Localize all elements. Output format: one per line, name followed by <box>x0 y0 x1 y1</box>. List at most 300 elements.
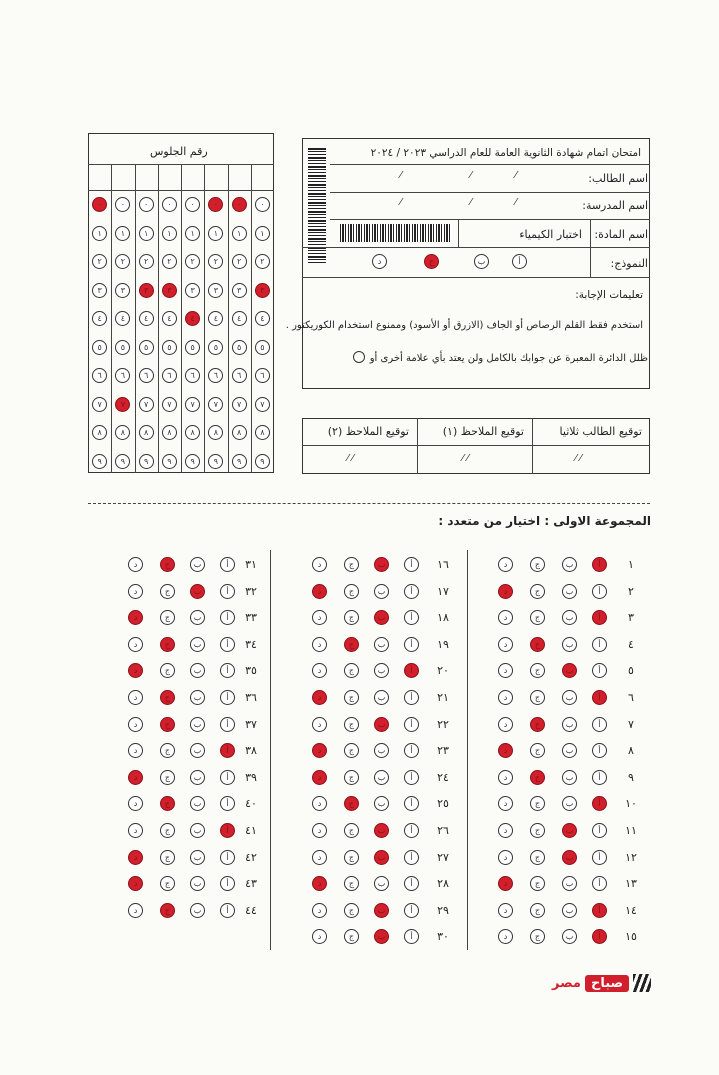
seat-digit-bubble[interactable]: ٨ <box>232 425 247 440</box>
answer-bubble[interactable]: أ <box>404 876 419 891</box>
instructions-line2-row <box>318 346 648 362</box>
answer-bubble[interactable]: د <box>128 770 143 785</box>
answer-bubble[interactable]: أ <box>592 584 607 599</box>
answer-bubble[interactable]: ب <box>190 770 205 785</box>
seat-digit-bubble[interactable]: ٧ <box>208 397 223 412</box>
column-divider-right <box>467 550 468 950</box>
answer-bubble[interactable]: ب <box>374 637 389 652</box>
question-number: ١٤ <box>625 903 637 917</box>
answer-bubble[interactable]: ج <box>160 876 175 891</box>
answer-bubble[interactable]: ب <box>374 717 389 732</box>
answer-bubble[interactable]: د <box>498 743 513 758</box>
answer-bubble[interactable]: أ <box>404 743 419 758</box>
answer-bubble[interactable]: أ <box>404 637 419 652</box>
question-number: ٢٥ <box>437 797 449 811</box>
seat-digit-bubble[interactable]: ٠ <box>255 197 270 212</box>
answer-bubble[interactable]: أ <box>592 876 607 891</box>
answer-bubble[interactable]: ج <box>344 823 359 838</box>
answer-bubble[interactable]: ج <box>344 850 359 865</box>
answer-bubble[interactable]: ج <box>530 770 545 785</box>
question-number: ١٣ <box>625 877 637 891</box>
seat-digit-bubble[interactable]: ٨ <box>162 425 177 440</box>
answer-bubble[interactable]: ج <box>344 690 359 705</box>
answer-bubble[interactable]: د <box>498 690 513 705</box>
question-number: ٥ <box>628 664 634 678</box>
answer-bubble[interactable]: ج <box>530 637 545 652</box>
answer-bubble[interactable]: أ <box>220 584 235 599</box>
seat-digit-bubble[interactable]: ٩ <box>92 454 107 469</box>
seat-digit-bubble[interactable]: ١ <box>162 226 177 241</box>
seat-digit-bubble[interactable]: ٥ <box>255 340 270 355</box>
answer-bubble[interactable]: أ <box>404 850 419 865</box>
answer-bubble[interactable]: ب <box>374 903 389 918</box>
answer-bubble[interactable]: ج <box>530 557 545 572</box>
seat-digit-bubble[interactable]: ٩ <box>255 454 270 469</box>
answer-bubble[interactable]: أ <box>220 903 235 918</box>
answer-bubble[interactable]: ج <box>160 663 175 678</box>
answer-bubble[interactable]: ج <box>344 796 359 811</box>
answer-bubble[interactable]: ب <box>562 796 577 811</box>
seat-digit-bubble[interactable]: ٦ <box>139 368 154 383</box>
seat-digit-bubble[interactable]: ٣ <box>92 283 107 298</box>
seat-digit-bubble[interactable]: ٥ <box>139 340 154 355</box>
exam-title: امتحان اتمام شهادة الثانوية العامة للعام الدراسي ٢٠٢٣ / ٢٠٢٤ <box>370 147 641 159</box>
model-option-bubble[interactable]: ب <box>474 254 489 269</box>
answer-bubble[interactable]: د <box>128 610 143 625</box>
column-divider-left <box>270 550 271 950</box>
question-number: ٣٧ <box>245 717 257 731</box>
answer-bubble[interactable]: ج <box>530 876 545 891</box>
answer-bubble[interactable]: د <box>312 796 327 811</box>
answer-bubble[interactable]: ج <box>160 584 175 599</box>
seat-digit-bubble[interactable]: ٧ <box>255 397 270 412</box>
answer-bubble[interactable]: ج <box>160 796 175 811</box>
answer-bubble[interactable]: ج <box>160 743 175 758</box>
answer-bubble[interactable]: ب <box>190 903 205 918</box>
answer-bubble[interactable]: ج <box>344 663 359 678</box>
answer-bubble[interactable]: أ <box>592 610 607 625</box>
answer-bubble[interactable]: أ <box>220 690 235 705</box>
seat-digit-bubble[interactable]: ٣ <box>208 283 223 298</box>
seat-digit-bubble[interactable]: ٠ <box>115 197 130 212</box>
seat-digit-bubble[interactable]: ٨ <box>255 425 270 440</box>
seat-digit-bubble[interactable]: ٩ <box>139 454 154 469</box>
seat-digit-bubble[interactable]: ٥ <box>208 340 223 355</box>
seat-digit-bubble[interactable]: ٨ <box>115 425 130 440</box>
answer-bubble[interactable]: ج <box>530 610 545 625</box>
answer-bubble[interactable]: أ <box>220 823 235 838</box>
answer-bubble[interactable]: أ <box>592 796 607 811</box>
answer-bubble[interactable]: د <box>312 637 327 652</box>
answer-bubble[interactable]: ب <box>374 796 389 811</box>
answer-bubble[interactable]: د <box>312 663 327 678</box>
question-number: ٢٠ <box>437 664 449 678</box>
seat-digit-bubble[interactable]: ٩ <box>232 454 247 469</box>
question-number: ٢٩ <box>437 903 449 917</box>
answer-bubble[interactable]: د <box>128 690 143 705</box>
model-option-bubble[interactable]: ج <box>424 254 439 269</box>
seat-digit-bubble[interactable]: ٥ <box>115 340 130 355</box>
seat-digit-bubble[interactable]: ٢ <box>185 254 200 269</box>
seat-digit-bubble[interactable]: ٠ <box>92 197 107 212</box>
brand-dark-word: مصر <box>552 975 581 991</box>
seat-digit-bubble[interactable]: ٦ <box>208 368 223 383</box>
seat-digit-bubble[interactable]: ٠ <box>162 197 177 212</box>
answer-bubble[interactable]: د <box>312 610 327 625</box>
answer-bubble[interactable]: ج <box>160 770 175 785</box>
answer-bubble[interactable]: ج <box>344 610 359 625</box>
answer-bubble[interactable]: ب <box>562 929 577 944</box>
answer-bubble[interactable]: أ <box>404 690 419 705</box>
question-number: ٢٨ <box>437 877 449 891</box>
seat-digit-bubble[interactable]: ٥ <box>232 340 247 355</box>
seat-digit-bubble[interactable]: ٢ <box>255 254 270 269</box>
answer-bubble[interactable]: د <box>312 743 327 758</box>
question-number: ٣٤ <box>245 637 257 651</box>
seat-digit-bubble[interactable]: ٠ <box>185 197 200 212</box>
seat-digit-bubble[interactable]: ٩ <box>185 454 200 469</box>
seat-digit-bubble[interactable]: ٧ <box>232 397 247 412</box>
seat-digit-bubble[interactable]: ٩ <box>115 454 130 469</box>
seat-digit-bubble[interactable]: ٧ <box>185 397 200 412</box>
answer-bubble[interactable]: أ <box>592 903 607 918</box>
answer-bubble[interactable]: أ <box>220 770 235 785</box>
seat-digit-bubble[interactable]: ٨ <box>139 425 154 440</box>
seat-digit-bubble[interactable]: ٣ <box>185 283 200 298</box>
question-number: ٨ <box>628 744 634 758</box>
question-number: ٣٣ <box>245 611 257 625</box>
answer-bubble[interactable]: د <box>128 823 143 838</box>
question-number: ٧ <box>628 717 634 731</box>
seat-digit-bubble[interactable]: ٩ <box>162 454 177 469</box>
answer-bubble[interactable]: أ <box>220 717 235 732</box>
answer-bubble[interactable]: د <box>128 717 143 732</box>
question-number: ٣٥ <box>245 664 257 678</box>
seat-digit-bubble[interactable]: ٩ <box>208 454 223 469</box>
answer-bubble[interactable]: د <box>498 929 513 944</box>
answer-bubble[interactable]: ب <box>374 663 389 678</box>
seat-digit-bubble[interactable]: ٢ <box>139 254 154 269</box>
seat-digit-bubble[interactable]: ٤ <box>92 311 107 326</box>
answer-bubble[interactable]: أ <box>592 743 607 758</box>
answer-bubble[interactable]: د <box>312 690 327 705</box>
seat-digit-bubble[interactable]: ٢ <box>92 254 107 269</box>
answer-bubble[interactable]: ب <box>190 876 205 891</box>
answer-bubble[interactable]: ج <box>160 823 175 838</box>
answer-bubble[interactable]: ب <box>374 610 389 625</box>
observer2-signature-label: توقيع الملاحظ (٢) <box>327 425 409 438</box>
answer-bubble[interactable]: أ <box>404 796 419 811</box>
answer-bubble[interactable]: ب <box>562 850 577 865</box>
answer-bubble[interactable]: ج <box>344 743 359 758</box>
instructions-line2: ظلل الدائرة المعبرة عن جوابك بالكامل ولن يعتد بأي علامة أخرى أو <box>369 353 648 364</box>
answer-bubble[interactable]: ب <box>374 557 389 572</box>
answer-bubble[interactable]: ج <box>530 823 545 838</box>
model-option-bubble[interactable]: أ <box>512 254 527 269</box>
seat-digit-bubble[interactable]: ٤ <box>162 311 177 326</box>
answer-bubble[interactable]: أ <box>592 823 607 838</box>
answer-bubble[interactable]: د <box>312 557 327 572</box>
seat-digit-bubble[interactable]: ١ <box>208 226 223 241</box>
question-number: ٣٠ <box>437 930 449 944</box>
answer-bubble[interactable]: ج <box>160 850 175 865</box>
answer-bubble[interactable]: ب <box>562 903 577 918</box>
answer-bubble[interactable]: ج <box>344 903 359 918</box>
answer-bubble[interactable]: ب <box>562 823 577 838</box>
answer-bubble[interactable]: ب <box>562 717 577 732</box>
school-name-label: اسم المدرسة: <box>582 199 648 212</box>
answer-bubble[interactable]: أ <box>404 823 419 838</box>
answer-bubble[interactable]: ب <box>562 610 577 625</box>
answer-bubble[interactable]: د <box>498 610 513 625</box>
answer-bubble[interactable]: د <box>128 903 143 918</box>
seat-digit-bubble[interactable]: ٦ <box>255 368 270 383</box>
answer-bubble[interactable]: ج <box>160 690 175 705</box>
seat-digit-bubble[interactable]: ٦ <box>185 368 200 383</box>
question-number: ١٩ <box>437 637 449 651</box>
question-number: ٣٨ <box>245 744 257 758</box>
answer-bubble[interactable]: ب <box>374 929 389 944</box>
answer-bubble[interactable]: د <box>312 903 327 918</box>
answer-bubble[interactable]: ج <box>344 717 359 732</box>
answer-bubble[interactable]: د <box>498 823 513 838</box>
answer-bubble[interactable]: ج <box>160 610 175 625</box>
answer-bubble[interactable]: ب <box>190 584 205 599</box>
answer-bubble[interactable]: أ <box>592 663 607 678</box>
answer-bubble[interactable]: أ <box>220 743 235 758</box>
answer-bubble[interactable]: د <box>312 770 327 785</box>
answer-bubble[interactable]: أ <box>404 610 419 625</box>
answer-bubble[interactable]: ج <box>530 584 545 599</box>
seat-digit-bubble[interactable]: ١ <box>92 226 107 241</box>
seat-digit-bubble[interactable]: ٤ <box>115 311 130 326</box>
answer-bubble[interactable]: ب <box>374 690 389 705</box>
answer-bubble[interactable]: ب <box>374 850 389 865</box>
answer-bubble[interactable]: أ <box>220 876 235 891</box>
answer-bubble[interactable]: ج <box>344 876 359 891</box>
answer-bubble[interactable]: أ <box>592 690 607 705</box>
seat-digit-bubble[interactable]: ٧ <box>139 397 154 412</box>
seat-digit-bubble[interactable]: ٠ <box>208 197 223 212</box>
answer-bubble[interactable]: أ <box>220 610 235 625</box>
answer-bubble[interactable]: د <box>498 663 513 678</box>
answer-bubble[interactable]: أ <box>404 929 419 944</box>
question-number: ٢٤ <box>437 770 449 784</box>
seat-digit-bubble[interactable]: ٤ <box>255 311 270 326</box>
seat-digit-bubble[interactable]: ٢ <box>162 254 177 269</box>
answer-bubble[interactable]: د <box>128 637 143 652</box>
model-option-bubble[interactable]: د <box>372 254 387 269</box>
answer-bubble[interactable]: ج <box>344 557 359 572</box>
answer-bubble[interactable]: د <box>498 637 513 652</box>
answer-bubble[interactable]: د <box>498 903 513 918</box>
seat-digit-bubble[interactable]: ٢ <box>115 254 130 269</box>
answer-bubble[interactable]: أ <box>592 770 607 785</box>
seat-digit-bubble[interactable]: ٣ <box>255 283 270 298</box>
answer-bubble[interactable]: د <box>498 584 513 599</box>
answer-bubble[interactable]: د <box>498 796 513 811</box>
answer-bubble[interactable]: د <box>128 663 143 678</box>
answer-bubble[interactable]: د <box>312 876 327 891</box>
answer-bubble[interactable]: د <box>128 557 143 572</box>
answer-bubble[interactable]: د <box>128 796 143 811</box>
answer-bubble[interactable]: أ <box>404 557 419 572</box>
seat-digit-bubble[interactable]: ٤ <box>139 311 154 326</box>
answer-bubble[interactable]: ب <box>190 690 205 705</box>
answer-bubble[interactable]: أ <box>220 796 235 811</box>
answer-bubble[interactable]: أ <box>592 929 607 944</box>
question-number: ١ <box>628 558 634 571</box>
seat-digit-bubble[interactable]: ٧ <box>115 397 130 412</box>
answer-bubble[interactable]: ج <box>344 637 359 652</box>
seat-digit-bubble[interactable]: ١ <box>139 226 154 241</box>
seat-digit-bubble[interactable]: ١ <box>185 226 200 241</box>
answer-bubble[interactable]: أ <box>404 584 419 599</box>
answer-bubble[interactable]: د <box>128 743 143 758</box>
vertical-barcode <box>308 148 326 263</box>
answer-bubble[interactable]: د <box>312 823 327 838</box>
answer-bubble[interactable]: ب <box>562 663 577 678</box>
seat-digit-bubble[interactable]: ٤ <box>232 311 247 326</box>
answer-bubble[interactable]: ب <box>190 796 205 811</box>
answer-bubble[interactable]: أ <box>592 637 607 652</box>
subject-value: اختبار الكيمياء <box>519 228 582 241</box>
answer-bubble[interactable]: ج <box>160 637 175 652</box>
seat-digit-bubble[interactable]: ٥ <box>185 340 200 355</box>
seat-digit-bubble[interactable]: ٣ <box>139 283 154 298</box>
answer-bubble[interactable]: ب <box>190 557 205 572</box>
answer-bubble[interactable]: ج <box>160 557 175 572</box>
seat-digit-bubble[interactable]: ٦ <box>115 368 130 383</box>
seat-digit-bubble[interactable]: ٦ <box>232 368 247 383</box>
seat-digit-bubble[interactable]: ٦ <box>162 368 177 383</box>
answer-bubble[interactable]: د <box>312 584 327 599</box>
answer-bubble[interactable]: د <box>498 876 513 891</box>
answer-bubble[interactable]: ج <box>160 717 175 732</box>
answer-bubble[interactable]: ب <box>562 743 577 758</box>
answer-bubble[interactable]: ب <box>562 690 577 705</box>
answer-bubble[interactable]: ب <box>190 663 205 678</box>
answer-bubble[interactable]: أ <box>220 850 235 865</box>
answer-bubble[interactable]: ج <box>160 903 175 918</box>
answer-bubble[interactable]: ج <box>530 903 545 918</box>
answer-bubble[interactable]: د <box>312 929 327 944</box>
answer-bubble[interactable]: د <box>312 850 327 865</box>
answer-bubble[interactable]: ب <box>374 584 389 599</box>
seat-digit-bubble[interactable]: ٥ <box>162 340 177 355</box>
answer-bubble[interactable]: ب <box>190 717 205 732</box>
answer-bubble[interactable]: أ <box>220 557 235 572</box>
seat-digit-bubble[interactable]: ٤ <box>185 311 200 326</box>
seat-digit-bubble[interactable]: ٣ <box>232 283 247 298</box>
seat-digit-bubble[interactable]: ٨ <box>92 425 107 440</box>
answer-bubble[interactable]: ج <box>344 929 359 944</box>
question-number: ١٦ <box>437 558 449 571</box>
answer-bubble[interactable]: ب <box>562 557 577 572</box>
student-signature-label: توقيع الطالب ثلاثيا <box>559 425 642 438</box>
answer-bubble[interactable]: ب <box>562 770 577 785</box>
seat-number-label: رقم الجلوس <box>150 145 208 158</box>
answer-bubble[interactable]: د <box>128 876 143 891</box>
answer-bubble[interactable]: ج <box>530 743 545 758</box>
answer-bubble[interactable]: ب <box>562 584 577 599</box>
observer1-signature-label: توقيع الملاحظ (١) <box>442 425 524 438</box>
answer-bubble[interactable]: ب <box>374 823 389 838</box>
answer-bubble[interactable]: ب <box>190 743 205 758</box>
answer-bubble[interactable]: ب <box>190 823 205 838</box>
seat-digit-bubble[interactable]: ٨ <box>208 425 223 440</box>
answer-bubble[interactable]: ج <box>530 663 545 678</box>
seat-digit-bubble[interactable]: ١ <box>232 226 247 241</box>
answer-bubble[interactable]: ب <box>562 876 577 891</box>
answer-bubble[interactable]: ب <box>374 770 389 785</box>
answer-bubble[interactable]: ب <box>190 850 205 865</box>
answer-bubble[interactable]: د <box>128 584 143 599</box>
seat-digit-bubble[interactable]: ٥ <box>92 340 107 355</box>
seat-digit-bubble[interactable]: ٢ <box>208 254 223 269</box>
answer-bubble[interactable]: ج <box>530 929 545 944</box>
seat-digit-bubble[interactable]: ٣ <box>162 283 177 298</box>
question-number: ٩ <box>628 770 634 784</box>
seat-digit-bubble[interactable]: ٤ <box>208 311 223 326</box>
answer-bubble[interactable]: د <box>498 557 513 572</box>
seat-digit-bubble[interactable]: ٧ <box>92 397 107 412</box>
answer-bubble[interactable]: ب <box>374 876 389 891</box>
answer-bubble[interactable]: ج <box>530 850 545 865</box>
answer-bubble[interactable]: ب <box>374 743 389 758</box>
answer-bubble[interactable]: ج <box>530 796 545 811</box>
seat-digit-bubble[interactable]: ٨ <box>185 425 200 440</box>
answer-bubble[interactable]: أ <box>220 663 235 678</box>
seat-digit-bubble[interactable]: ٣ <box>115 283 130 298</box>
brand-logo <box>552 972 651 994</box>
question-number: ٢٣ <box>437 744 449 758</box>
answer-bubble[interactable]: د <box>498 850 513 865</box>
seat-digit-bubble[interactable]: ٠ <box>232 197 247 212</box>
answer-bubble[interactable]: أ <box>404 717 419 732</box>
answer-bubble[interactable]: أ <box>592 850 607 865</box>
seat-digit-bubble[interactable]: ٦ <box>92 368 107 383</box>
answer-bubble[interactable]: أ <box>220 637 235 652</box>
question-number: ١٠ <box>625 797 637 811</box>
answer-bubble[interactable]: أ <box>404 663 419 678</box>
answer-bubble[interactable]: أ <box>404 770 419 785</box>
answer-bubble[interactable]: د <box>498 717 513 732</box>
answer-bubble[interactable]: د <box>128 850 143 865</box>
answer-bubble[interactable]: ب <box>190 637 205 652</box>
answer-bubble[interactable]: ج <box>344 770 359 785</box>
seat-digit-bubble[interactable]: ٠ <box>139 197 154 212</box>
answer-bubble[interactable]: أ <box>404 903 419 918</box>
answer-bubble[interactable]: د <box>312 717 327 732</box>
brand-stripes-icon <box>633 974 651 992</box>
question-number: ١١ <box>625 824 637 837</box>
answer-bubble[interactable]: ب <box>562 637 577 652</box>
seat-digit-bubble[interactable]: ١ <box>115 226 130 241</box>
question-number: ٣٩ <box>245 770 257 784</box>
answer-bubble[interactable]: أ <box>592 717 607 732</box>
seat-digit-bubble[interactable]: ٧ <box>162 397 177 412</box>
answer-bubble[interactable]: ج <box>530 717 545 732</box>
seat-digit-bubble[interactable]: ٢ <box>232 254 247 269</box>
answer-bubble[interactable]: د <box>498 770 513 785</box>
answer-bubble[interactable]: ب <box>190 610 205 625</box>
answer-bubble[interactable]: أ <box>592 557 607 572</box>
answer-bubble[interactable]: ج <box>530 690 545 705</box>
answer-bubble[interactable]: ج <box>344 584 359 599</box>
seat-digit-bubble[interactable]: ١ <box>255 226 270 241</box>
question-number: ٦ <box>628 691 634 704</box>
